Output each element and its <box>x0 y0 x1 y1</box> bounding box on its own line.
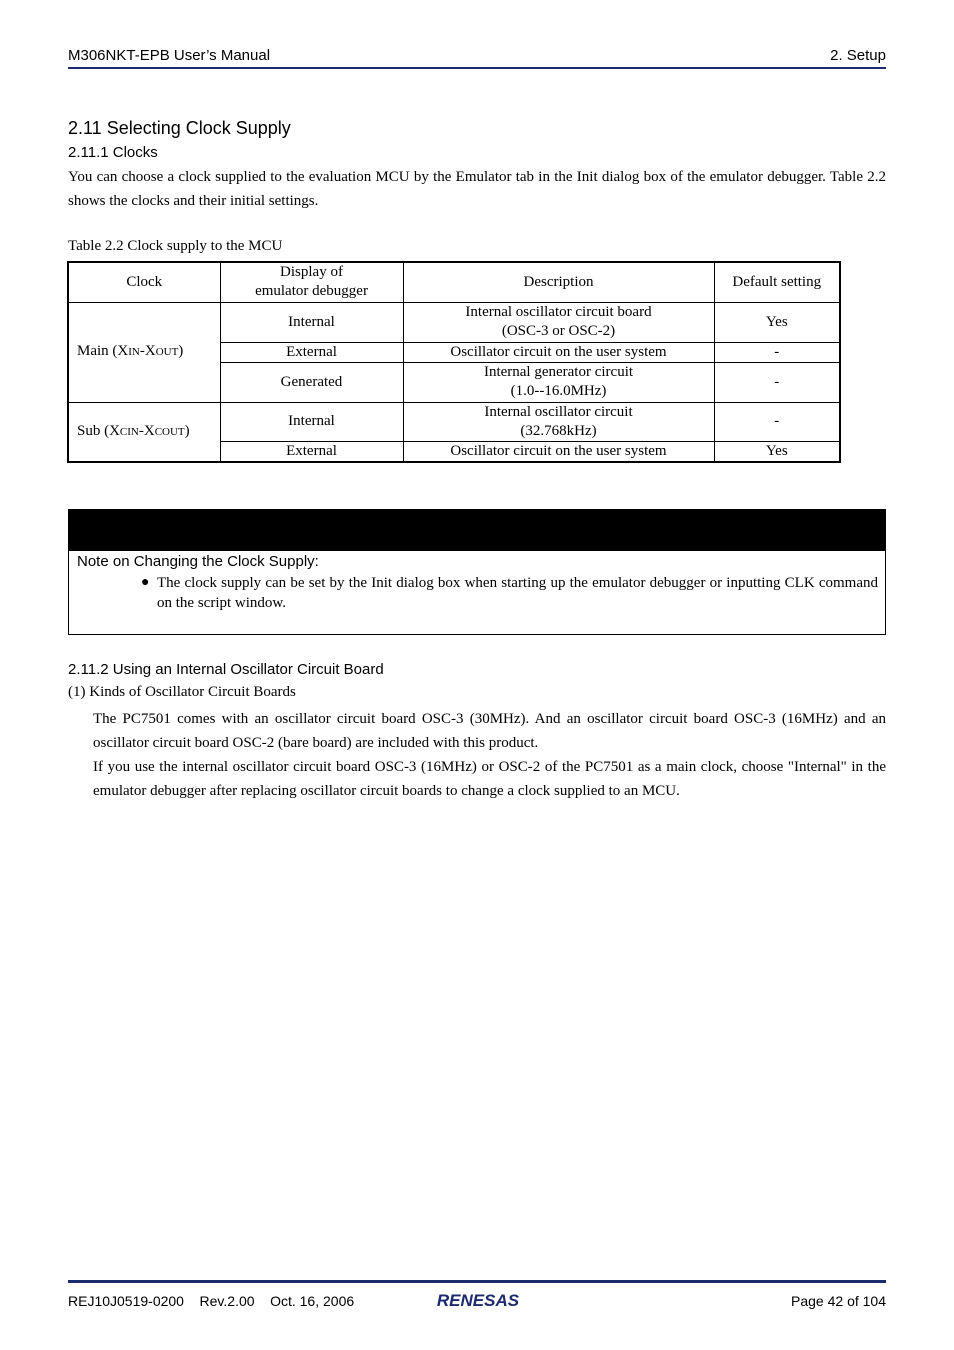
main-label-sub1: IN <box>128 346 140 358</box>
section-title: 2.11 Selecting Clock Supply <box>68 118 291 138</box>
kinds-heading: (1) Kinds of Oscillator Circuit Boards <box>68 684 296 700</box>
header-clock: Clock <box>68 262 220 302</box>
row-description <box>403 302 714 342</box>
table-caption: Table 2.2 Clock supply to the MCU <box>68 238 283 254</box>
note-header-bar <box>69 510 885 551</box>
main-clock-label <box>68 302 220 402</box>
row-description: Oscillator circuit on the user system <box>403 441 714 462</box>
page-footer <box>68 1280 886 1313</box>
row-description <box>403 402 714 441</box>
document-title: M306NKT-EPB User’s Manual <box>68 47 271 64</box>
row-desc-line2: (1.0--16.0MHz) <box>510 383 607 399</box>
row-desc-line1: Internal oscillator circuit <box>484 403 633 420</box>
sub-clock-label <box>68 402 220 462</box>
row-desc-line1: Internal oscillator circuit board <box>465 304 652 320</box>
main-label-post: ) <box>178 343 184 359</box>
row-default: - <box>714 402 840 441</box>
row-desc-line2: (32.768kHz) <box>520 422 597 439</box>
row-display: External <box>220 342 403 362</box>
document-code: REJ10J0519-0200 Rev.2.00 Oct. 16, 2006 <box>68 1293 355 1309</box>
row-desc-line1: Internal generator circuit <box>483 364 634 380</box>
subsection-title-clocks: 2.11.1 Clocks <box>68 144 158 161</box>
chapter-label: 2. Setup <box>830 47 886 64</box>
sub-label-mid: -X <box>138 422 155 439</box>
row-desc-line2: (OSC-3 or OSC-2) <box>501 323 616 339</box>
intro-paragraph: You can choose a clock supplied to the evaluation MCU by the Emulator tab in the Init dialog box of the emulator debugger. Table 2.2 shows the clocks and their initial settings. <box>68 169 886 209</box>
sub-label-sub2: COUT <box>154 425 185 438</box>
table-row <box>68 402 840 441</box>
row-display: External <box>220 441 403 462</box>
row-display: Generated <box>220 362 403 402</box>
table-header-row <box>68 262 840 302</box>
oscillator-paragraph-1: The PC7501 comes with an oscillator circuit board OSC-3 (30MHz). And an oscillator circuit board OSC-3 (16MHz) and an oscillator circuit board OSC-2 (bare board) are included with this product. <box>93 711 886 751</box>
renesas-logo-text: RENESAS <box>436 1291 520 1310</box>
row-default: Yes <box>714 302 840 342</box>
note-list-item <box>141 573 878 613</box>
row-default: Yes <box>714 441 840 462</box>
oscillator-paragraph-2: If you use the internal oscillator circuit board OSC-3 (16MHz) or OSC-2 of the PC7501 as a main clock, choose "Internal" in the emulator debugger after replacing oscillator circuit boards to change a clock supplied to an MCU. <box>93 759 886 799</box>
bullet-icon: ● <box>141 575 150 590</box>
row-display: Internal <box>220 402 403 441</box>
main-label-sub2: OUT <box>155 346 179 358</box>
row-display: Internal <box>220 302 403 342</box>
page-header <box>68 47 886 69</box>
note-box <box>68 509 886 635</box>
sub-label-pre: Sub (X <box>77 422 120 439</box>
note-item-text: The clock supply can be set by the Init dialog box when starting up the emulator debugger or inputting CLK command on the script window. <box>157 575 878 611</box>
sub-label-post: ) <box>184 422 190 439</box>
renesas-logo <box>423 1289 533 1311</box>
header-description: Description <box>403 262 714 302</box>
note-title: Note on Changing the Clock Supply: <box>77 553 319 570</box>
main-label-mid: -X <box>139 343 156 359</box>
header-display-line1: Display of <box>280 264 343 281</box>
main-label-pre: Main (X <box>77 343 129 359</box>
table-row <box>68 302 840 342</box>
header-display <box>220 262 403 302</box>
header-display-line2: emulator debugger <box>255 283 368 300</box>
row-default: - <box>714 362 840 402</box>
clock-supply-table <box>67 261 841 463</box>
sub-label-sub1: CIN <box>119 425 139 438</box>
page-number: Page 42 of 104 <box>791 1293 886 1309</box>
row-description: Oscillator circuit on the user system <box>403 342 714 362</box>
row-default: - <box>714 342 840 362</box>
subsection-title-oscillator: 2.11.2 Using an Internal Oscillator Circuit Board <box>68 661 384 678</box>
header-default: Default setting <box>714 262 840 302</box>
row-description <box>403 362 714 402</box>
